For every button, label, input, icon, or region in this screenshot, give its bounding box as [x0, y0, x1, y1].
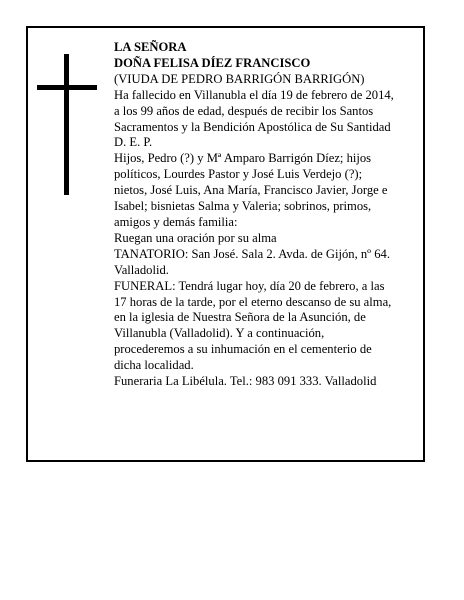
text-line: Isabel; bisnietas Salma y Valeria; sobrinos, primos, [114, 199, 372, 214]
text-line: TANATORIO: San José. Sala 2. Avda. de Gijón, nº 64. [114, 246, 390, 261]
cross-vertical-bar [64, 54, 69, 195]
text-line: Ha fallecido en Villanubla el día 19 de febrero de 2014, [114, 87, 394, 102]
text-line: Sacramentos y la Bendición Apostólica de Su Santidad [114, 119, 391, 134]
obituary-text [114, 40, 422, 390]
text-line: en la iglesia de Nuestra Señora de la Asunción, de [114, 310, 366, 325]
cross-horizontal-bar [37, 85, 97, 90]
text-line: Villanubla (Valladolid). Y a continuación, [114, 326, 325, 341]
paragraph-death-notice [114, 88, 422, 152]
text-line: Ruegan una oración por su alma [114, 230, 277, 245]
deceased-name: DOÑA FELISA DÍEZ FRANCISCO [114, 55, 311, 70]
paragraph-funeral-home [114, 247, 422, 279]
paragraph-funeral-service-contact [114, 374, 422, 390]
text-line: FUNERAL: Tendrá lugar hoy, día 20 de febrero, a las [114, 278, 385, 293]
text-line: procederemos a su inhumación en el cementerio de [114, 342, 372, 357]
paragraph-prayer [114, 231, 422, 247]
text-line: nietos, José Luis, Ana María, Francisco Javier, Jorge e [114, 183, 388, 198]
text-line: Funeraria La Libélula. Tel.: 983 091 333. Valladolid [114, 374, 377, 389]
text-line: dicha localidad. [114, 358, 194, 373]
text-line: amigos y demás familia: [114, 214, 238, 229]
text-line: políticos, Lourdes Pastor y José Luis Verdejo (?); [114, 167, 363, 182]
text-line: Hijos, Pedro (?) y Mª Amparo Barrigón Díez; hijos [114, 151, 372, 166]
text-line: D. E. P. [114, 135, 153, 150]
deceased-subtitle: (VIUDA DE PEDRO BARRIGÓN BARRIGÓN) [114, 71, 365, 86]
text-line: Valladolid. [114, 262, 169, 277]
obituary-title: LA SEÑORA [114, 40, 187, 54]
text-line: 17 horas de la tarde, por el eterno descanso de su alma, [114, 294, 392, 309]
text-line: a los 99 años de edad, después de recibir los Santos [114, 103, 374, 118]
paragraph-funeral [114, 279, 422, 374]
paragraph-family [114, 151, 422, 231]
